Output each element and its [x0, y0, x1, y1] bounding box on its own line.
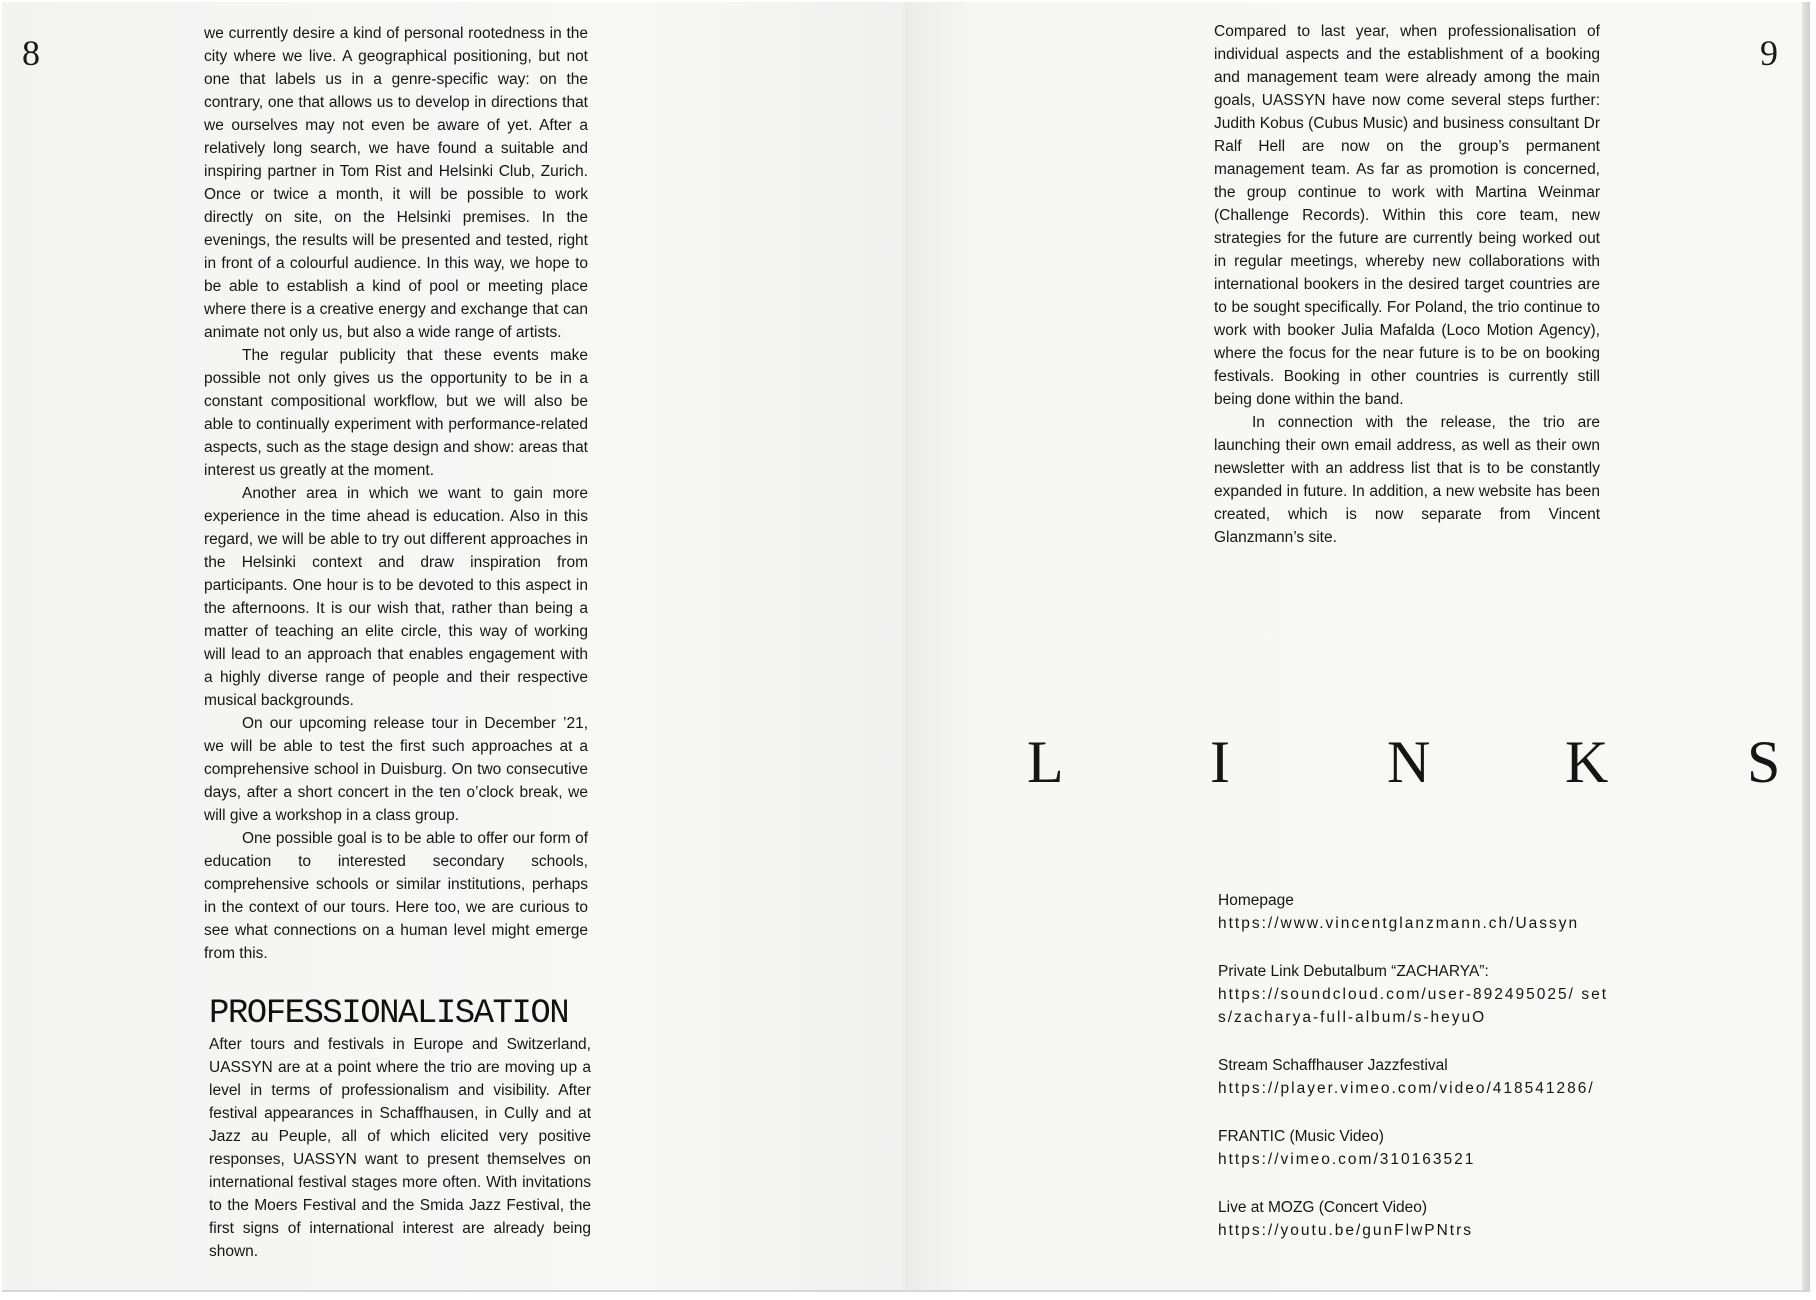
right-text-column	[1214, 20, 1600, 549]
links-list	[1218, 890, 1608, 1268]
link-item-homepage	[1218, 890, 1608, 935]
links-heading-letter: L	[1027, 729, 1064, 795]
left-page	[2, 2, 907, 1290]
paragraph: Compared to last year, when professionalisation of individual aspects and the establishment of a booking and management team were already among the main goals, UASSYN have now come several steps further: Judith Kobus (Cubus Music) and business consultant Dr Ralf Hell are now on the group’s permanent management team. As far as promotion is concerned, the group continue to work with Martina Weinmar (Challenge Records). Within this core team, new strategies for the future are currently being worked out in regular meetings, whereby new collaborations with international bookers in the desired target countries are to be sought specifically. For Poland, the trio continue to work with booker Julia Mafalda (Loco Motion Agency), where the focus for the near future is to be on booking festivals. Booking in other countries is currently still being done within the band.	[1214, 23, 1600, 408]
links-heading-letter: N	[1387, 729, 1431, 795]
link-label: Homepage	[1218, 892, 1294, 909]
page-number-right: 9	[1760, 33, 1778, 73]
link-item-mozg-video	[1218, 1197, 1608, 1242]
links-heading	[1027, 729, 1787, 795]
link-url[interactable]: https://soundcloud.com/user-892495025/ sets/zacharya-full-album/s-heyuO	[1218, 986, 1608, 1026]
left-text-column	[204, 22, 588, 965]
paragraph: In connection with the release, the trio are launching their own email address, as well as their own newsletter with an address list that is to be constantly expanded in future. In addition, a new website has been created, which is now separate from Vincent Glanzmann’s site.	[1214, 414, 1600, 546]
link-url[interactable]: https://vimeo.com/310163521	[1218, 1151, 1476, 1168]
link-label: Private Link Debutalbum “ZACHARYA”:	[1218, 963, 1489, 980]
link-url[interactable]: https://youtu.be/gunFlwPNtrs	[1218, 1222, 1474, 1239]
link-url[interactable]: https://player.vimeo.com/video/418541286/	[1218, 1080, 1595, 1097]
links-heading-letter: K	[1565, 729, 1609, 795]
link-item-debut-album	[1218, 961, 1608, 1029]
paragraph: we currently desire a kind of personal rootedness in the city where we live. A geographical positioning, but not one that labels us in a genre-specific way: on the contrary, one that allows us to develop in directions that we ourselves may not even be aware of yet. After a relatively long search, we have found a suitable and inspiring partner in Tom Rist and Helsinki Club, Zurich. Once or twice a month, it will be possible to work directly on site, on the Helsinki premises. In the evenings, the results will be presented and tested, right in front of a colourful audience. In this way, we hope to be able to establish a kind of pool or meeting place where there is a creative energy and exchange that can animate not only us, but also a wide range of artists.	[204, 25, 588, 341]
links-heading-letter: S	[1747, 729, 1781, 795]
paragraph: Another area in which we want to gain more experience in the time ahead is education. Also in this regard, we will be able to try out different approaches in the Helsinki context and draw inspiration from participants. One hour is to be devoted to this aspect in the afternoons. It is our wish that, rather than being a matter of teaching an elite circle, this way of working will lead to an approach that enables engagement with a highly diverse range of people and their respective musical backgrounds.	[204, 485, 588, 709]
link-item-frantic-video	[1218, 1126, 1608, 1171]
link-item-jazzfestival-stream	[1218, 1055, 1608, 1100]
link-label: Stream Schaffhauser Jazzfestival	[1218, 1057, 1448, 1074]
magazine-spread	[2, 2, 1810, 1292]
link-label: Live at MOZG (Concert Video)	[1218, 1199, 1428, 1216]
paragraph: One possible goal is to be able to offer our form of education to interested secondary schools, comprehensive schools or similar institutions, perhaps in the context of our tours. Here too, we are curious to see what connections on a human level might emerge from this.	[204, 830, 588, 962]
professionalisation-text	[209, 1033, 591, 1263]
page-edge	[1802, 2, 1810, 1290]
page-number-left: 8	[22, 33, 40, 73]
link-label: FRANTIC (Music Video)	[1218, 1128, 1384, 1145]
paragraph: After tours and festivals in Europe and Switzerland, UASSYN are at a point where the trio are moving up a level in terms of professionalism and visibility. After festival appearances in Schaffhausen, in Cully and at Jazz au Peuple, all of which elicited very positive responses, UASSYN want to present themselves on international festival stages more often. With invitations to the Moers Festival and the Smida Jazz Festival, the first signs of international interest are already being shown.	[209, 1036, 591, 1260]
paragraph: The regular publicity that these events make possible not only gives us the opportunity to be in a constant compositional workflow, but we will also be able to continually experiment with performance-related aspects, such as the stage design and show: areas that interest us greatly at the moment.	[204, 347, 588, 479]
paragraph: On our upcoming release tour in December ’21, we will be able to test the first such approaches at a comprehensive school in Duisburg. On two consecutive days, after a short concert in the ten o’clock break, we will give a workshop in a class group.	[204, 715, 588, 824]
links-heading-letter: I	[1210, 729, 1230, 795]
link-url[interactable]: https://www.vincentglanzmann.ch/Uassyn	[1218, 915, 1580, 932]
section-heading-professionalisation: PROFESSIONALISATION	[209, 995, 569, 1033]
